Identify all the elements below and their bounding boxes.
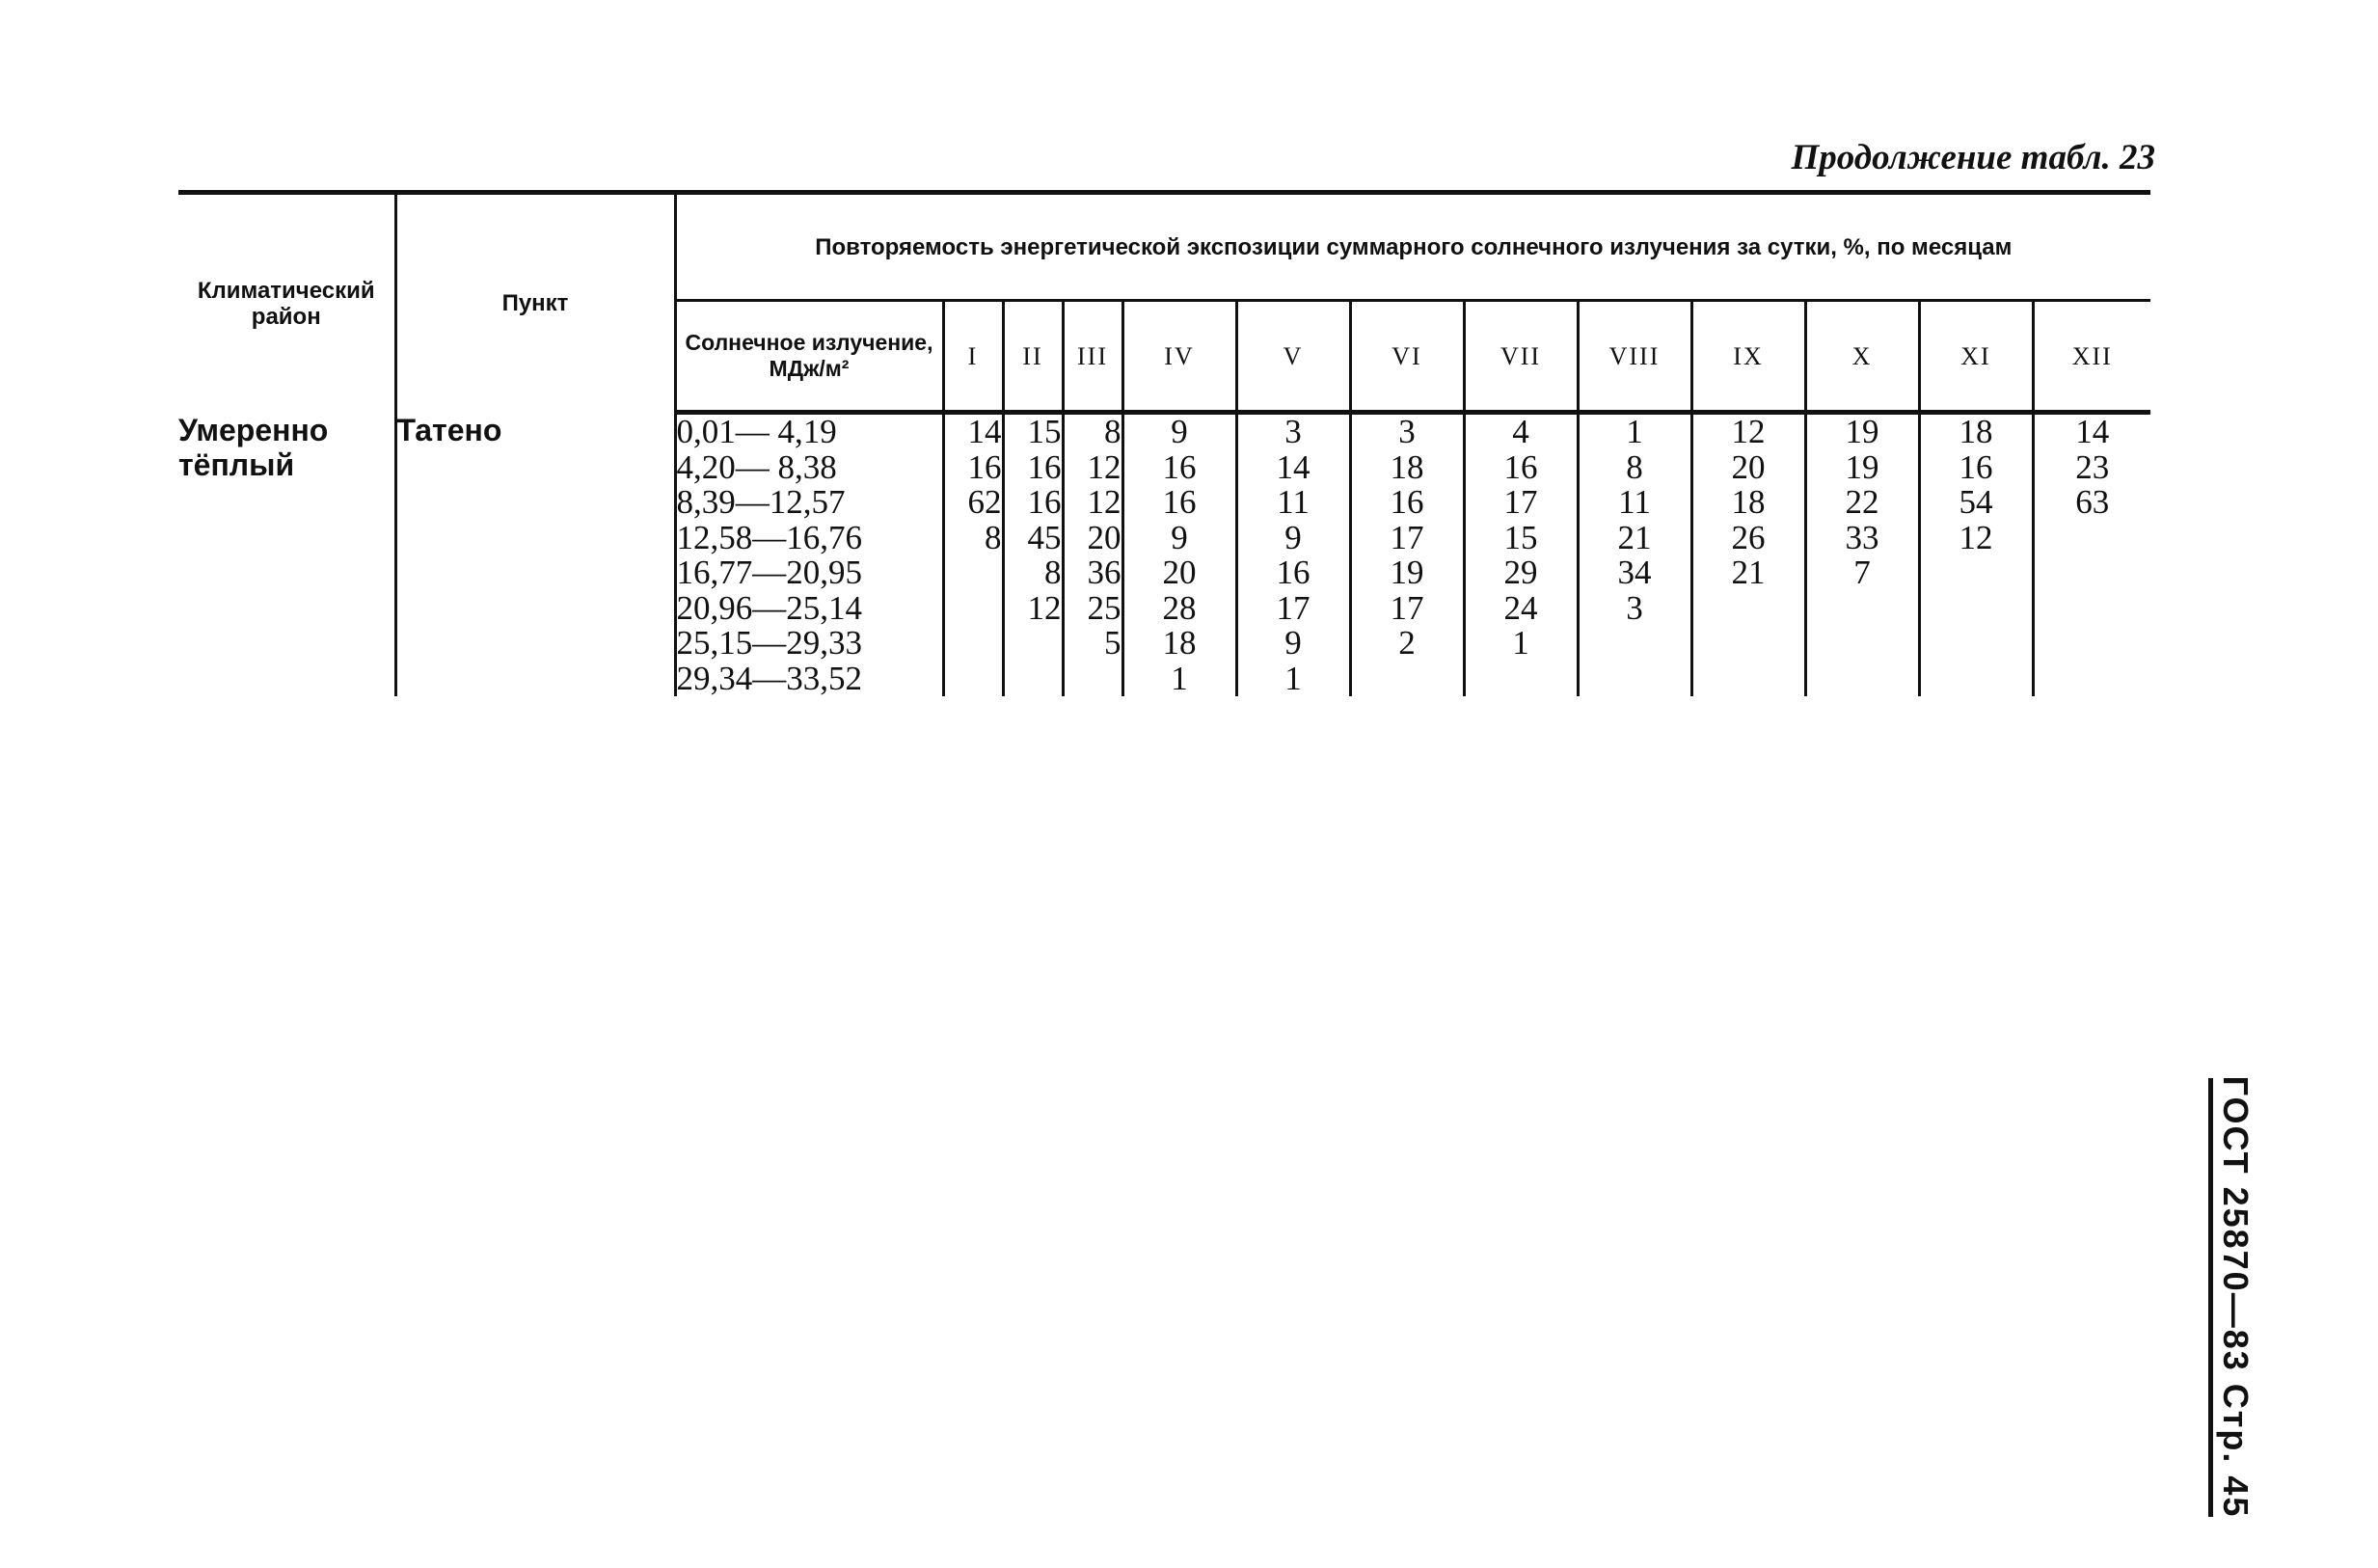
value: 23 (2075, 447, 2110, 486)
value: 7 (1853, 554, 1871, 591)
value: 9 (1284, 518, 1302, 556)
value: 14 (967, 413, 1002, 450)
value: 21 (1731, 554, 1766, 591)
value: 16 (1390, 483, 1424, 521)
value: 12 (1027, 588, 1062, 627)
value: 18 (1731, 483, 1766, 521)
month-8-values (1578, 413, 1691, 697)
radiation-range: 0,01— 4,19 (676, 413, 837, 450)
month-5-values (1236, 413, 1350, 697)
header-month-5: V (1236, 301, 1350, 413)
month-6-values (1350, 413, 1464, 697)
value: 21 (1617, 518, 1652, 556)
header-solar-radiation-text: Солнечное излучение, МДж/м² (685, 330, 933, 381)
value: 2 (1398, 624, 1416, 662)
value: 22 (1845, 483, 1879, 521)
value: 12 (1087, 483, 1121, 521)
value: 33 (1845, 518, 1879, 556)
value: 16 (1959, 447, 1993, 486)
value: 16 (1276, 554, 1311, 591)
value: 1 (1512, 624, 1529, 662)
radiation-range: 12,58—16,76 (676, 518, 862, 556)
value: 3 (1398, 413, 1416, 450)
value: 18 (1959, 413, 1993, 450)
month-7-values (1464, 413, 1578, 697)
value: 16 (1027, 447, 1062, 486)
value: 1 (1171, 659, 1188, 697)
value: 62 (967, 483, 1002, 521)
value: 11 (1618, 483, 1651, 521)
header-frequency (675, 193, 2150, 301)
header-month-3: III (1063, 301, 1122, 413)
value: 17 (1503, 483, 1538, 521)
value: 3 (1284, 413, 1302, 450)
radiation-range: 25,15—29,33 (676, 624, 862, 662)
radiation-range: 16,77—20,95 (676, 554, 862, 591)
header-month-4: IV (1122, 301, 1236, 413)
value: 14 (2075, 413, 2110, 450)
value: 11 (1277, 483, 1310, 521)
month-11-values (1919, 413, 2033, 697)
header-month-6: VI (1350, 301, 1464, 413)
value: 9 (1171, 413, 1188, 450)
value: 1 (1284, 659, 1302, 697)
month-12-values (2033, 413, 2150, 697)
value: 19 (1845, 447, 1879, 486)
month-4-values (1122, 413, 1236, 697)
value: 28 (1162, 588, 1197, 627)
value: 16 (967, 447, 1002, 486)
value: 18 (1162, 624, 1197, 662)
value: 34 (1617, 554, 1652, 591)
value: 9 (1171, 518, 1188, 556)
radiation-range: 20,96—25,14 (676, 588, 862, 627)
header-month-9: IX (1691, 301, 1805, 413)
value: 20 (1731, 447, 1766, 486)
point-cell: Татено (395, 413, 675, 697)
table-row (178, 413, 2150, 697)
month-2-values (1003, 413, 1063, 697)
month-1-values (943, 413, 1003, 697)
header-point (395, 193, 675, 413)
value: 3 (1626, 588, 1643, 627)
ranges-cell (675, 413, 943, 697)
value: 17 (1390, 588, 1424, 627)
value: 12 (1731, 413, 1766, 450)
value: 36 (1087, 554, 1121, 591)
value: 19 (1390, 554, 1424, 591)
value: 4 (1512, 413, 1529, 450)
value: 16 (1027, 483, 1062, 521)
value: 16 (1162, 483, 1197, 521)
header-point-text: Пункт (501, 290, 569, 317)
value: 12 (1959, 518, 1993, 556)
value: 26 (1731, 518, 1766, 556)
header-month-11: XI (1919, 301, 2033, 413)
header-solar-radiation (675, 301, 943, 413)
value: 16 (1162, 447, 1197, 486)
value: 20 (1162, 554, 1197, 591)
header-month-2: II (1003, 301, 1063, 413)
header-month-8: VIII (1578, 301, 1691, 413)
value: 15 (1503, 518, 1538, 556)
value: 8 (985, 518, 1002, 556)
table-caption: Продолжение табл. 23 (1791, 138, 2155, 177)
header-month-1: I (943, 301, 1003, 413)
value: 17 (1276, 588, 1311, 627)
value: 16 (1503, 447, 1538, 486)
value: 63 (2075, 483, 2110, 521)
header-climatic-region-text: Климатический район (197, 277, 375, 330)
solar-radiation-table (178, 190, 2150, 696)
value: 29 (1503, 554, 1538, 591)
value: 54 (1959, 483, 1993, 521)
value: 18 (1390, 447, 1424, 486)
month-10-values (1805, 413, 1919, 697)
radiation-range: 8,39—12,57 (676, 483, 846, 521)
radiation-range: 4,20— 8,38 (676, 447, 837, 486)
value: 25 (1087, 588, 1121, 627)
value: 45 (1027, 518, 1062, 556)
value: 17 (1390, 518, 1424, 556)
value: 8 (1104, 413, 1121, 450)
page-stamp: ГОСТ 25870—83 Стр. 45 (2216, 1075, 2256, 1519)
header-month-10: X (1805, 301, 1919, 413)
stamp-divider (2208, 1078, 2213, 1517)
value: 24 (1503, 588, 1538, 627)
month-3-values (1063, 413, 1122, 697)
value: 19 (1845, 413, 1879, 450)
value: 20 (1087, 518, 1121, 556)
value: 8 (1044, 554, 1062, 591)
value: 15 (1027, 413, 1062, 450)
value: 9 (1284, 624, 1302, 662)
value: 14 (1276, 447, 1311, 486)
value: 12 (1087, 447, 1121, 486)
header-frequency-text: Повторяемость энергетической экспозиции суммарного солнечного излучения за сутки, %, по месяцам (815, 233, 2013, 260)
month-9-values (1691, 413, 1805, 697)
radiation-range: 29,34—33,52 (676, 659, 862, 697)
region-cell: Умеренно тёплый (178, 412, 329, 482)
value: 5 (1104, 624, 1121, 662)
header-month-12: XII (2033, 301, 2150, 413)
value: 1 (1626, 413, 1643, 450)
header-month-7: VII (1464, 301, 1578, 413)
value: 8 (1626, 447, 1643, 486)
header-climatic-region (178, 193, 395, 413)
